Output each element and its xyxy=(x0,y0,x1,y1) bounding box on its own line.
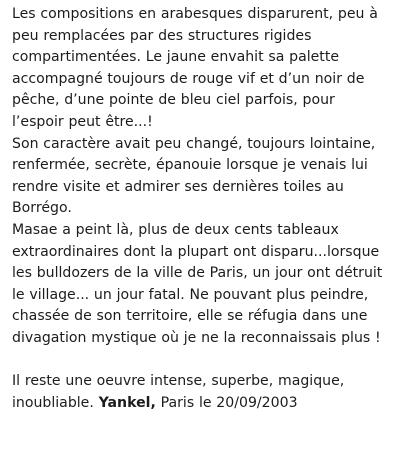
document-body xyxy=(12,4,394,414)
text-line: accompagné toujours de rouge vif et d’un noir de xyxy=(12,70,365,87)
text-line: l’espoir peut être...! xyxy=(12,113,153,130)
paragraph-2 xyxy=(12,134,394,220)
closing-text: inoubliable. xyxy=(12,394,99,411)
closing-paragraph xyxy=(12,371,394,414)
text-line: Son caractère avait peu changé, toujours lointaine, xyxy=(12,135,376,152)
text-line: peu remplacées par des structures rigides xyxy=(12,27,312,44)
text-line: Les compositions en arabesques disparurent, peu à xyxy=(12,6,378,22)
text-line: le village... un jour fatal. Ne pouvant plus peindre, xyxy=(12,286,369,303)
text-line: Il reste une oeuvre intense, superbe, magique, xyxy=(12,373,345,390)
paragraph-1 xyxy=(12,4,394,134)
signature-line xyxy=(12,393,394,415)
text-line: compartimentées. Le jaune envahit sa palette xyxy=(12,49,340,66)
text-line: rendre visite et admirer ses dernières toiles au xyxy=(12,178,344,195)
text-line: les bulldozers de la ville de Paris, un jour ont détruit xyxy=(12,265,383,282)
text-line: extraordinaires dont la plupart ont disparu...lorsque xyxy=(12,243,380,260)
place-date: Paris le 20/09/2003 xyxy=(155,394,298,411)
paragraph-3 xyxy=(12,220,394,350)
paragraph-spacer xyxy=(12,350,394,372)
author-signature: Yankel, xyxy=(98,394,156,411)
text-line: pêche, d’une pointe de bleu ciel parfois, pour xyxy=(12,92,335,109)
text-line: Borrégo. xyxy=(12,200,72,217)
text-line: divagation mystique où je ne la reconnaissais plus ! xyxy=(12,329,381,346)
text-line: renfermée, secrète, épanouie lorsque je venais lui xyxy=(12,157,368,174)
text-line: Masae a peint là, plus de deux cents tableaux xyxy=(12,221,339,238)
text-line: chassée de son territoire, elle se réfugia dans une xyxy=(12,308,368,325)
